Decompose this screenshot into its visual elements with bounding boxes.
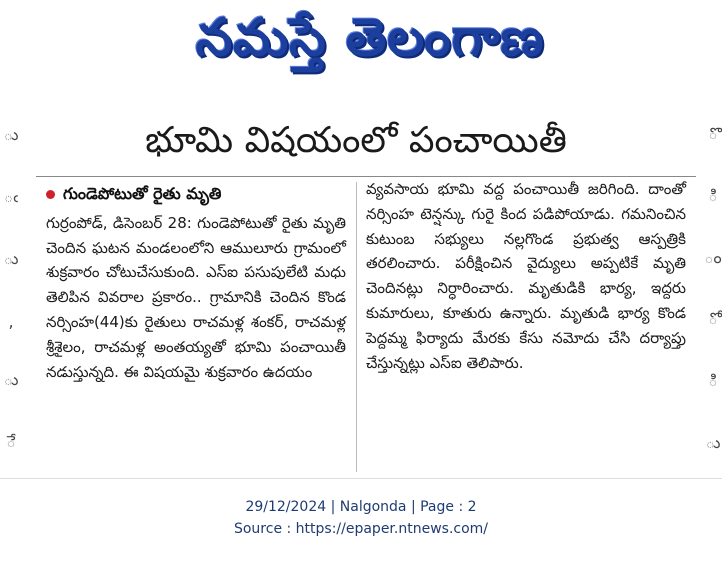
cropped-glyph: ు [3,124,19,144]
article-column-right [366,177,686,375]
cropped-glyph: ి [708,370,718,390]
cropped-glyph: ే [6,432,16,452]
newspaper-logo: నమస్తే తెలంగాణ [195,7,545,68]
cropped-glyph: ొ [708,124,718,144]
article-headline: భూమి విషయంలో పంచాయితీ [145,120,567,161]
source-link[interactable]: Source : https://epaper.ntnews.com/ [233,521,489,537]
page-footer [0,478,722,561]
right-edge-cropped-text [704,105,722,475]
cropped-glyph: ు [3,249,19,269]
right-column-body: వ్యవసాయ భూమి వద్ద పంచాయితీ జరిగింది. దాంతో నర్సింహ టెన్షన్కు గురై కింద పడిపోయాడు. గమనించిన కుటుంబ సభ్యులు నల్లగొండ ప్రభుత్వ ఆస్పత్రికి తరలించారు. పరీక్షించిన వైద్యులు అప్పటికే మృతి చెందినట్లు నిర్ధారించారు. మృతుడికి భార్య, ఇద్దరు కుమారులు, కూతురు ఉన్నారు. మృతుడి భార్య కొండ పెద్దమ్మ ఫిర్యాదు మేరకు కేసు నమోదు చేసి దర్యాప్తు చేస్తున్నట్లు ఎస్ఐ తెలిపారు. [366,180,686,372]
article-column-left [46,182,346,384]
cropped-glyph: , [8,311,14,331]
column-divider [356,182,357,472]
left-edge-cropped-text [0,105,22,475]
cropped-glyph: ు [705,432,721,452]
edition-info: 29/12/2024 | Nalgonda | Page : 2 [245,499,477,515]
cropped-glyph: ఁ [3,186,19,206]
cropped-glyph: ో [708,309,718,329]
cropped-glyph: ు [3,369,19,389]
subhead-text: గుండెపోటుతో రైతు మృతి [63,184,222,203]
red-bullet-icon [46,190,55,199]
left-column-body: గుర్రంపోడ్, డిసెంబర్ 28: గుండెపోటుతో రైతు మృతి చెందిన ఘటన మండలంలోని ఆములూరు గ్రామంలో శుక్రవారం చోటుచేసుకుంది. ఎస్ఐ పసుపులేటి మధు తెలిపిన వివరాల ప్రకారం.. గ్రామానికి చెందిన కొండ నర్సింహ(44)కు రైతులు రాచమళ్ల శంకర్, రాచమళ్ల శ్రీశైలం, రాచమళ్ల అంతయ్యతో భూమి పంచాయితీ నడుస్తున్నది. ఈ విషయమై శుక్రవారం ఉదయం [46,213,346,381]
cropped-glyph: ి [708,185,718,205]
article-subhead [46,182,346,207]
cropped-glyph: ం [704,247,722,267]
masthead [0,0,722,98]
news-article [36,102,696,477]
